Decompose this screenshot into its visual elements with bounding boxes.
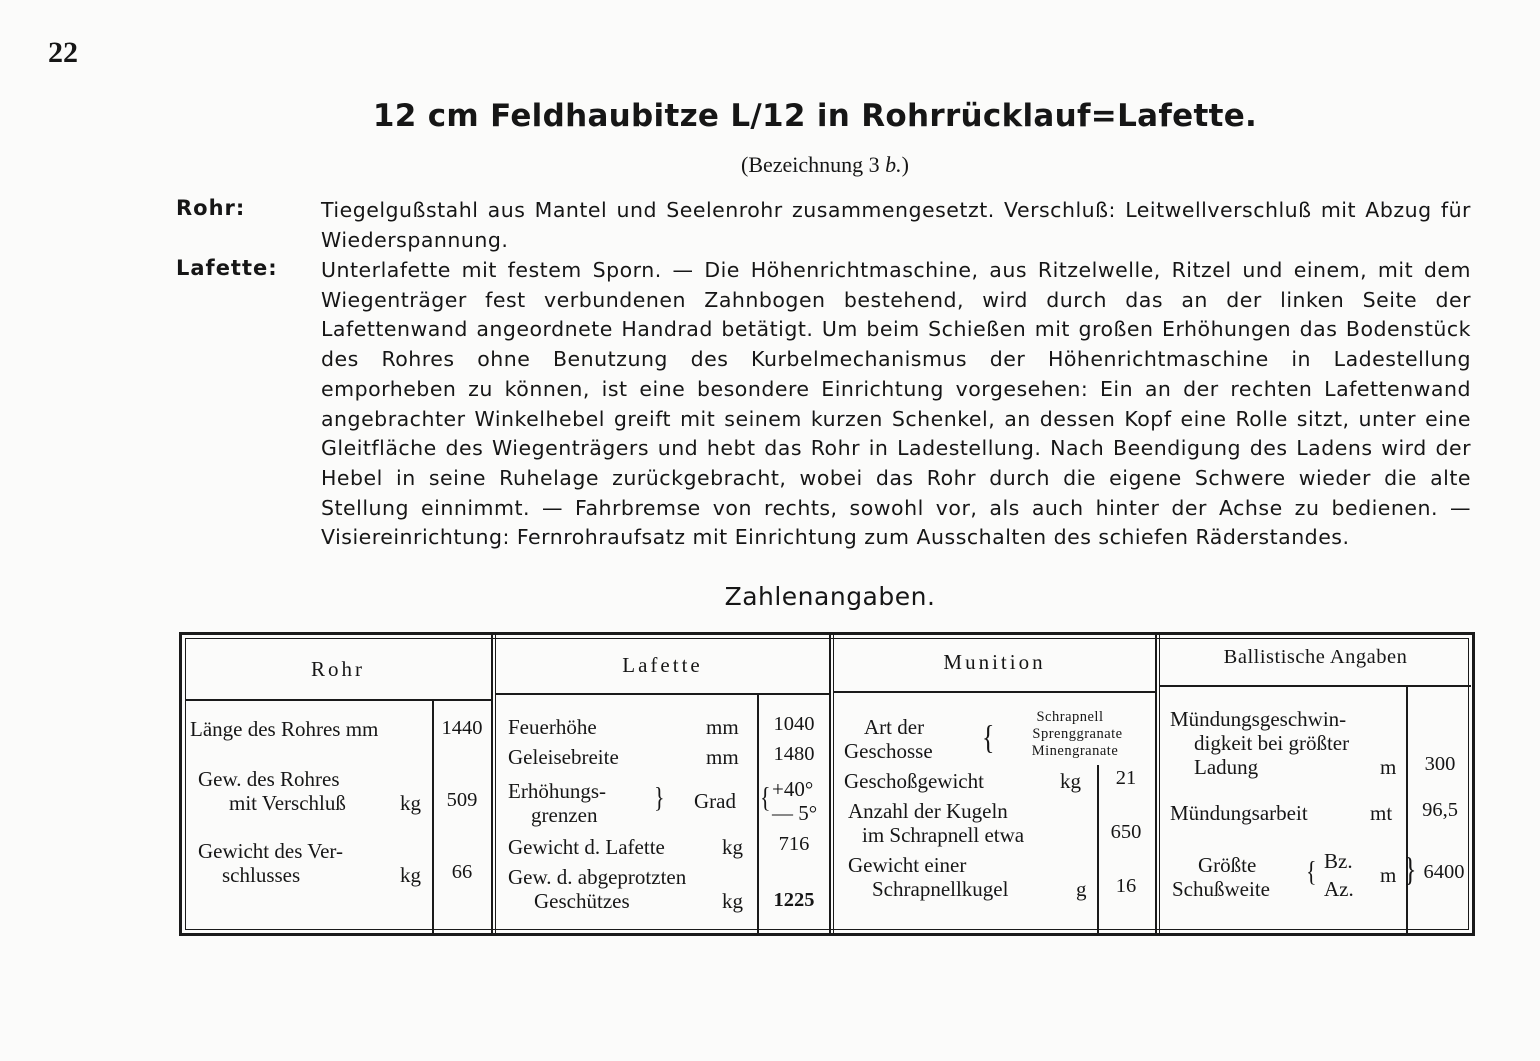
munition-kugelgewicht-unit: g <box>1076 877 1087 901</box>
munition-art-line2: Geschosse <box>844 739 933 763</box>
subtitle-italic: b. <box>885 152 902 177</box>
column-divider <box>495 635 496 933</box>
column-divider <box>829 635 831 933</box>
ballistik-mg-line2: digkeit bei größter <box>1194 731 1350 755</box>
header-separator <box>1160 685 1471 687</box>
lafette-erhoehung-max: +40° <box>772 777 814 801</box>
munition-kugeln-line2: im Schrapnell etwa <box>862 823 1025 847</box>
ballistik-sw-line2: Schußweite <box>1172 877 1270 901</box>
column-divider <box>833 635 834 933</box>
munition-geschossgewicht-label: Geschoßgewicht <box>844 769 984 793</box>
munition-geschossgewicht-unit: kg <box>1060 769 1081 793</box>
column-divider <box>1159 635 1160 933</box>
header-separator <box>185 699 491 701</box>
ballistik-mg-line1: Mündungsgeschwin- <box>1170 707 1347 731</box>
lafette-geleise-label: Geleisebreite <box>508 745 619 769</box>
rohr-verschluss-unit: kg <box>400 863 421 887</box>
lafette-gewicht-value: 716 <box>778 833 810 855</box>
rohr-verschluss-value: 66 <box>451 861 473 883</box>
munition-type-schrapnell: Schrapnell <box>1036 709 1104 725</box>
rohr-gewicht-value: 509 <box>446 789 478 811</box>
ballistik-ma-unit: mt <box>1370 801 1393 825</box>
lafette-geleise-value: 1480 <box>773 743 815 765</box>
section-label-lafette: Lafette: <box>176 256 278 280</box>
lafette-abgeprotzt-line2: Geschützes <box>534 889 630 913</box>
lafette-feuerhoehe-unit: mm <box>706 715 739 739</box>
brace-right-icon: } <box>654 781 665 814</box>
rohr-gewicht-unit: kg <box>400 791 421 815</box>
lafette-erhoehung-min: — 5° <box>772 801 818 825</box>
lafette-abgeprotzt-unit: kg <box>722 889 743 913</box>
ballistik-ma-value: 96,5 <box>1422 799 1458 821</box>
ballistik-sw-value: 6400 <box>1423 861 1465 883</box>
munition-kugelgewicht-value: 16 <box>1115 875 1137 897</box>
value-column-divider <box>757 693 759 933</box>
ballistik-ma-label: Mündungsarbeit <box>1170 801 1308 825</box>
value-column-divider <box>1097 765 1099 933</box>
column-header-lafette: Lafette <box>622 653 703 677</box>
munition-kugeln-value: 650 <box>1110 821 1142 843</box>
ballistik-mg-unit: m <box>1380 755 1397 779</box>
ballistik-mg-value: 300 <box>1424 753 1456 775</box>
munition-type-sprenggranate: Sprenggranate <box>1032 726 1123 742</box>
lafette-gewicht-label: Gewicht d. Lafette <box>508 835 665 859</box>
ballistik-mg-line3: Ladung <box>1194 755 1259 779</box>
rohr-gewicht-line1: Gew. des Rohres <box>198 767 340 791</box>
lafette-feuerhoehe-label: Feuerhöhe <box>508 715 597 739</box>
header-separator <box>496 693 829 695</box>
brace-left-icon: { <box>760 781 771 814</box>
lafette-geleise-unit: mm <box>706 745 739 769</box>
lafette-feuerhoehe-value: 1040 <box>773 713 815 735</box>
rohr-verschluss-line1: Gewicht des Ver- <box>198 839 343 863</box>
rohr-laenge-value: 1440 <box>441 717 483 739</box>
page-title: 12 cm Feldhaubitze L/12 in Rohrrücklauf=Lafette. <box>372 98 1258 134</box>
ballistik-sw-opt1: Bz. <box>1324 849 1353 873</box>
munition-kugelgewicht-line1: Gewicht einer <box>848 853 967 877</box>
munition-art-line1: Art der <box>864 715 925 739</box>
brace-right-icon: } <box>1404 850 1417 889</box>
column-header-ballistik: Ballistische Angaben <box>1223 646 1408 668</box>
header-separator <box>834 691 1155 693</box>
brace-left-icon: { <box>982 718 995 757</box>
lafette-abgeprotzt-value: 1225 <box>773 889 815 911</box>
column-divider <box>1155 635 1157 933</box>
page-number: 22 <box>48 36 78 69</box>
table-title: Zahlenangaben. <box>724 582 936 611</box>
lafette-abgeprotzt-line1: Gew. d. abgeprotzten <box>508 865 687 889</box>
data-table <box>179 632 1475 936</box>
subtitle-prefix: (Bezeichnung 3 <box>741 152 886 177</box>
munition-kugeln-line1: Anzahl der Kugeln <box>848 799 1008 823</box>
lafette-erhoehung-line2: grenzen <box>531 803 598 827</box>
ballistik-sw-opt2: Az. <box>1324 877 1354 901</box>
ballistik-sw-line1: Größte <box>1198 853 1257 877</box>
ballistik-sw-unit: m <box>1380 863 1397 887</box>
rohr-laenge-label: Länge des Rohres mm <box>190 717 379 741</box>
section-label-rohr: Rohr: <box>176 196 246 220</box>
lafette-gewicht-unit: kg <box>722 835 743 859</box>
rohr-gewicht-line2: mit Verschluß <box>229 791 346 815</box>
section-text-lafette: Unterlafette mit festem Sporn. — Die Höhenrichtmaschine, aus Ritzelwelle, Ritzel und einem, mit dem Wiegenträger fest verbundenen Zahnbogen bestehend, wird durch das an der linken Seite der Lafettenwand angeordnete Handrad betätigt. Um beim Schießen mit großen Erhöhungen das Bodenstück des Rohres ohne Benutzung des Kurbelmechanismus der Höhenrichtmaschine in Ladestellung emporheben zu können, ist eine besondere Einrichtung vorgesehen: Ein an der rechten Lafettenwand angebrachter Winkelhebel greift mit seinem kurzen Schenkel, an dessen Kopf eine Rolle sitzt, unter eine Gleitfläche des Wiegenträgers und hebt das Rohr in Ladestellung. Nach Beendigung des Ladens wird der Hebel in seine Ruhelage zurückgebracht, wobei das Rohr durch die eigene Schwere wieder die alte Stellung einnimmt. — Fahrbremse von rechts, sowohl vor, als auch hinter der Achse zu bedienen. — Visiereinrichtung: Fernrohraufsatz mit Einrichtung zum Ausschalten des schiefen Räderstandes. <box>321 258 1471 550</box>
munition-geschossgewicht-value: 21 <box>1115 767 1137 789</box>
column-header-rohr: Rohr <box>311 657 365 681</box>
brace-left-icon: { <box>1306 855 1317 888</box>
section-text-rohr: Tiegelgußstahl aus Mantel und Seelenrohr zusammengesetzt. Verschluß: Leitwellverschluß mit Abzug für Wiederspannung. <box>321 198 1471 252</box>
lafette-erhoehung-unit: Grad <box>694 789 736 813</box>
page-subtitle <box>560 152 1090 178</box>
munition-kugelgewicht-line2: Schrapnellkugel <box>872 877 1009 901</box>
lafette-erhoehung-line1: Erhöhungs- <box>508 779 606 803</box>
column-divider <box>491 635 493 933</box>
value-column-divider <box>1406 685 1408 933</box>
rohr-verschluss-line2: schlusses <box>222 863 301 887</box>
subtitle-suffix: ) <box>901 152 909 177</box>
column-header-munition: Munition <box>943 650 1046 674</box>
munition-type-minengranate: Minengranate <box>1031 743 1119 759</box>
row-separator <box>834 763 1155 764</box>
